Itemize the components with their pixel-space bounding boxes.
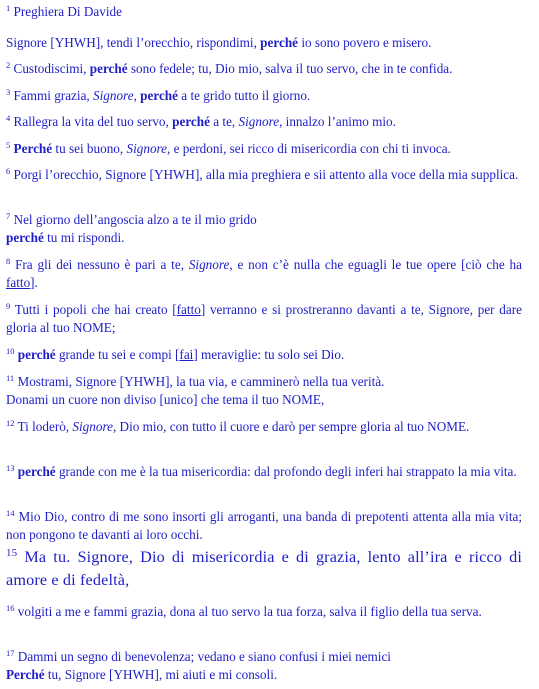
verse-v7: [6, 211, 522, 246]
verse-text: Fammi grazia,: [10, 88, 94, 103]
emphasis-bold: perché: [260, 35, 299, 50]
verse-text: ] meraviglie: tu solo sei Dio.: [193, 347, 345, 362]
verse-text: Custodiscimi,: [10, 61, 90, 76]
verse-text: ,: [133, 88, 141, 103]
verse-number: 8: [6, 256, 11, 266]
verse-v14: [6, 508, 522, 543]
emphasis-italic: Signore: [126, 141, 168, 156]
emphasis-bold: Perché: [13, 141, 53, 156]
verse-text: , innalzo l’animo mio.: [279, 114, 396, 129]
verse-v4: [6, 113, 522, 131]
emphasis-bold: perché: [89, 61, 128, 76]
verse-v13: [6, 463, 522, 481]
verse-intro: [6, 34, 522, 52]
underlined-word: fatto: [176, 302, 201, 317]
verse-number: 14: [6, 508, 15, 518]
verse-text: grande con me è la tua misericordia: dal profondo degli inferi hai strappato la mia vita.: [55, 464, 517, 479]
emphasis-bold: perché: [17, 464, 56, 479]
verse-v3: [6, 87, 522, 105]
emphasis-italic: Signore: [72, 419, 113, 434]
verse-number: 7: [6, 211, 11, 221]
verse-text: , e perdoni, sei ricco di misericordia con chi ti invoca.: [167, 141, 451, 156]
verse-v16: [6, 603, 522, 621]
verse-text: Mio Dio, contro di me sono insorti gli arroganti, una banda di prepotenti attenta alla mia vita; non pongono te davanti ai loro occhi.: [6, 509, 522, 542]
verse-text: ].: [30, 274, 38, 290]
emphasis-bold: perché: [140, 88, 178, 103]
verse-v15: [6, 546, 522, 592]
verse-number: 5: [6, 140, 11, 150]
verse-v12: [6, 418, 522, 436]
verse-text: Tutti i popoli che hai creato [: [10, 302, 177, 317]
verse-text: Rallegra la vita del tuo servo,: [10, 114, 173, 129]
verse-number: 13: [6, 463, 15, 473]
verse-v2: [6, 60, 522, 78]
page-title: [6, 3, 522, 21]
verse-text: Ti loderò,: [14, 419, 73, 434]
emphasis-bold: perché: [17, 347, 56, 362]
verse-text: a te,: [209, 114, 239, 129]
emphasis-bold: perché: [172, 114, 210, 129]
emphasis-italic: Signore: [93, 88, 134, 103]
verse-number: 4: [6, 113, 11, 123]
emphasis-bold: perché: [6, 229, 44, 245]
verse-number: 17: [6, 648, 15, 658]
verse-text: Nel giorno dell’angoscia alzo a te il mio grido: [10, 212, 257, 227]
underlined-word: fai: [179, 347, 194, 362]
verse-text: grande tu sei e compi [: [55, 347, 180, 362]
emphasis-bold: Perché: [6, 666, 45, 682]
title-text: Preghiera Di Davide: [13, 4, 122, 19]
verse-text: Donami un cuore non diviso [unico] che tema il tuo NOME,: [6, 391, 325, 407]
verse-text: io sono povero e misero.: [298, 35, 432, 50]
verse-v9: [6, 301, 522, 336]
verse-v10: [6, 346, 522, 364]
verse-number: 15: [6, 547, 18, 559]
verse-text: a te grido tutto il giorno.: [178, 88, 311, 103]
verse-text: tu mi rispondi.: [43, 229, 125, 245]
verse-text: Porgi l’orecchio, Signore [YHWH], alla mia preghiera e sii attento alla voce della mia supplica.: [10, 167, 519, 182]
emphasis-italic: Signore: [238, 114, 280, 129]
verse-text: , Dio mio, con tutto il cuore e darò per sempre gloria al tuo NOME.: [112, 419, 470, 434]
verse-v11: [6, 373, 522, 408]
verse-v5: [6, 140, 522, 158]
verse-text: Fra gli dei nessuno è pari a te,: [10, 257, 189, 272]
verse-text: Ma tu. Signore, Dio di misericordia e di grazia, lento all’ira e ricco di amore e di fedeltà,: [6, 548, 522, 589]
verse-text: Signore [YHWH], tendi l’orecchio, rispondimi,: [6, 35, 261, 50]
verse-text: tu sei buono,: [52, 141, 127, 156]
verse-number: 9: [6, 301, 11, 311]
verse-v6: [6, 166, 522, 184]
verse-text: Mostrami, Signore [YHWH], la tua via, e camminerò nella tua verità.: [14, 374, 385, 389]
emphasis-italic: Signore: [188, 257, 230, 272]
verse-number: 12: [6, 418, 15, 428]
underlined-word: fatto: [6, 274, 31, 290]
verse-number: 10: [6, 346, 15, 356]
verse-text: sono fedele; tu, Dio mio, salva il tuo servo, che in te confida.: [127, 61, 453, 76]
verse-text: tu, Signore [YHWH], mi aiuti e mi consoli.: [44, 666, 278, 682]
verse-number: 1: [6, 3, 11, 13]
verse-text: volgiti a me e fammi grazia, dona al tuo servo la tua forza, salva il figlio della tua serva.: [14, 604, 482, 619]
verse-number: 3: [6, 87, 11, 97]
verse-v17: [6, 648, 522, 683]
verse-number: 11: [6, 373, 15, 383]
verse-text: , e non c’è nulla che eguagli le tue opere [ciò che ha: [229, 257, 522, 272]
verse-text: Dammi un segno di benevolenza; vedano e siano confusi i miei nemici: [14, 649, 391, 664]
verse-number: 6: [6, 166, 11, 176]
verse-number: 16: [6, 603, 15, 613]
verse-text: ] verranno e si prostreranno davanti a te, Signore, per dare gloria al tuo NOME;: [6, 302, 522, 335]
verse-v8: [6, 256, 522, 291]
verse-number: 2: [6, 60, 11, 70]
